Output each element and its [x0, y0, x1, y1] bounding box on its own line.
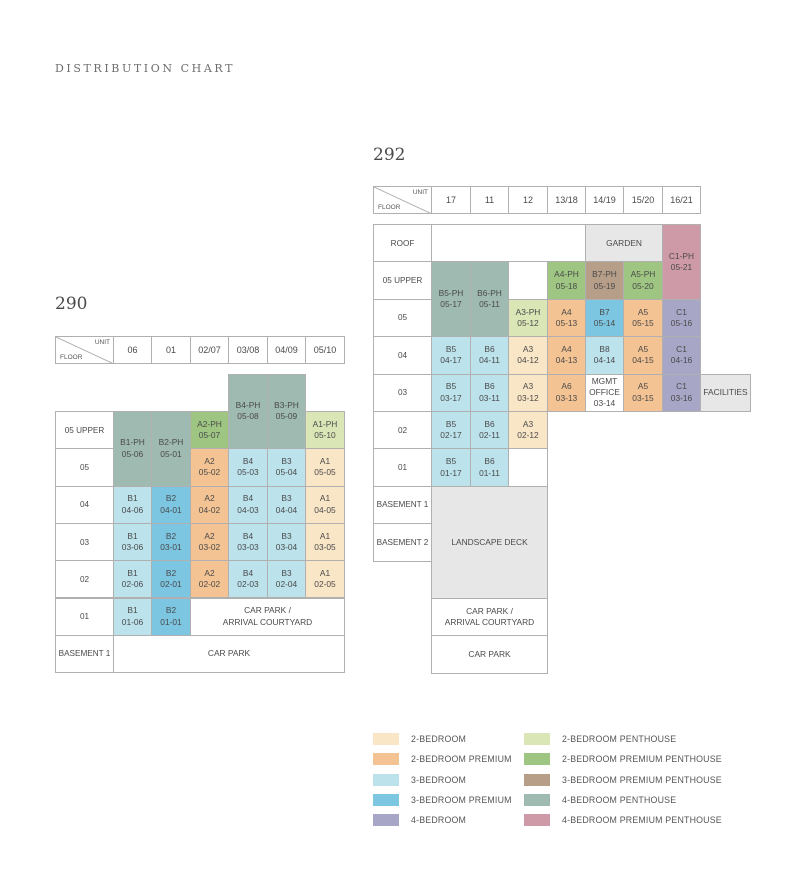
unit-cell	[700, 374, 751, 412]
legend-label: 2-BEDROOM	[411, 734, 467, 744]
unit-cell	[228, 560, 268, 598]
column-label: 02/07	[198, 344, 221, 355]
column-header	[113, 336, 152, 364]
unit-cell	[470, 336, 509, 374]
unit-cell-text: FACILITIES	[703, 387, 748, 398]
column-header	[305, 336, 345, 364]
floor-label-text: 05	[79, 462, 90, 472]
unit-cell-text: 05-10	[314, 430, 336, 441]
legend-item	[524, 814, 722, 826]
unit-cell-text: 05-19	[593, 280, 616, 291]
floor-label-text: BASEMENT 2	[376, 537, 429, 547]
unit-cell-text: 02-12	[517, 430, 539, 441]
unit-cell	[190, 598, 345, 636]
legend-swatch	[524, 794, 550, 806]
unit-cell-text: B4	[242, 456, 254, 467]
unit-cell-text: 01-06	[121, 616, 144, 627]
unit-cell-text: 03-15	[632, 392, 654, 403]
unit-cell	[470, 411, 509, 449]
unit-cell-text: 05-16	[670, 317, 693, 328]
unit-cell-text: A2	[204, 567, 215, 578]
unit-cell-text: 02-17	[440, 430, 462, 441]
unit-cell-text: 05-21	[670, 261, 693, 272]
unit-cell	[113, 486, 152, 524]
unit-cell-text: A4-PH	[554, 269, 579, 280]
unit-cell-text: A3-PH	[515, 306, 541, 317]
unit-cell	[190, 448, 229, 486]
unit-cell-text: 05-02	[198, 467, 221, 478]
unit-cell	[228, 374, 268, 450]
legend-item	[524, 753, 722, 765]
legend-label: 4-BEDROOM PENTHOUSE	[562, 794, 677, 805]
legend-swatch	[373, 794, 399, 806]
unit-cell	[305, 560, 345, 598]
unit-cell-text: B6	[484, 344, 495, 355]
column-label: 16/21	[670, 194, 693, 205]
legend-label: 2-BEDROOM PREMIUM	[411, 754, 512, 765]
column-label: 17	[445, 194, 456, 205]
unit-cell-text: 04-02	[198, 504, 221, 515]
unit-cell-text: B3-PH	[274, 400, 299, 411]
unit-cell-text: A1	[319, 456, 331, 467]
unit-cell-text: B1	[127, 530, 138, 541]
column-header	[585, 186, 624, 214]
floor-label	[373, 486, 432, 524]
page-title: DISTRIBUTION CHART	[55, 62, 236, 75]
unit-cell-text: B1	[127, 493, 138, 504]
unit-cell-text: 03-01	[160, 542, 182, 553]
floor-label-text: 01	[79, 612, 90, 622]
floor-label	[55, 486, 114, 524]
column-label: 04/09	[275, 344, 298, 355]
unit-cell-text: 05-11	[479, 299, 500, 310]
unit-cell-text: CAR PARK	[468, 648, 511, 659]
unit-cell-text: A3	[522, 381, 534, 392]
unit-cell-text: A2	[204, 456, 215, 467]
unit-cell	[151, 598, 191, 636]
unit-cell	[190, 560, 229, 598]
unit-cell-text: B4	[242, 530, 254, 541]
unit-cell	[431, 261, 471, 337]
column-label: 01	[165, 344, 176, 355]
unit-cell-text: A2	[204, 493, 215, 504]
column-label: 12	[522, 194, 533, 205]
floor-label-text: BASEMENT 1	[58, 649, 111, 659]
unit-cell-text: B7-PH	[592, 269, 617, 280]
legend-swatch	[373, 814, 399, 826]
floor-label	[373, 261, 432, 299]
unit-cell-text: 05-03	[237, 467, 259, 478]
unit-cell	[431, 635, 548, 673]
unit-cell	[585, 336, 624, 374]
unit-cell	[585, 299, 624, 337]
column-label: 06	[127, 344, 138, 355]
unit-cell-text: A1	[319, 530, 331, 541]
floor-label	[373, 523, 432, 561]
unit-cell-text: B5	[445, 344, 457, 355]
unit-cell-text: GARDEN	[606, 237, 642, 248]
unit-cell-text: A2-PH	[197, 418, 222, 429]
unit-cell	[190, 411, 229, 449]
floor-label	[373, 224, 432, 262]
unit-cell-text: 03-02	[198, 542, 221, 553]
unit-cell-text: B3	[281, 493, 292, 504]
unit-cell-text: 02-02	[198, 579, 221, 590]
legend-swatch	[373, 753, 399, 765]
unit-cell-text: 02-06	[121, 579, 144, 590]
legend-item	[373, 774, 466, 786]
unit-cell	[113, 560, 152, 598]
floor-label-text: 02	[79, 574, 90, 584]
unit-cell-text: 04-17	[440, 355, 462, 366]
column-header	[431, 186, 471, 214]
unit-cell	[190, 486, 229, 524]
unit-cell	[508, 448, 548, 486]
column-header	[508, 186, 548, 214]
unit-cell-text: 04-16	[670, 355, 693, 366]
floor-label	[55, 560, 114, 598]
unit-cell-text: 04-03	[237, 504, 259, 515]
unit-cell-text: C1	[676, 381, 687, 392]
unit-cell-text: B5	[445, 418, 457, 429]
legend-swatch	[524, 753, 550, 765]
unit-cell-text: 04-13	[555, 355, 578, 366]
unit-cell-text: B6	[484, 456, 495, 467]
unit-cell	[151, 411, 191, 487]
floor-label	[55, 448, 114, 486]
unit-cell	[623, 336, 663, 374]
unit-floor-corner	[55, 336, 114, 364]
unit-cell	[508, 336, 548, 374]
floor-label-text: 03	[397, 388, 408, 398]
unit-cell-text: B4-PH	[235, 400, 261, 411]
unit-cell-text: 05-05	[314, 467, 336, 478]
unit-cell	[305, 523, 345, 561]
unit-cell-text: OFFICE	[589, 387, 620, 398]
unit-cell-text: B2	[165, 567, 177, 578]
unit-cell	[431, 598, 548, 636]
column-label: 05/10	[313, 344, 337, 355]
legend-swatch	[373, 774, 399, 786]
unit-cell-text: B2	[165, 493, 177, 504]
unit-cell-text: B8	[599, 344, 610, 355]
column-header	[267, 336, 306, 364]
unit-cell	[228, 523, 268, 561]
unit-cell-text: 04-05	[314, 504, 336, 515]
unit-cell-text: 05-20	[632, 280, 654, 291]
unit-cell	[508, 299, 548, 337]
unit-cell-text: 03-12	[517, 392, 539, 403]
floor-label-text: 05 UPPER	[64, 425, 105, 435]
unit-cell-text: B6	[484, 418, 495, 429]
unit-cell-text: A5	[637, 381, 649, 392]
corner-unit-label: UNIT	[412, 189, 428, 196]
unit-cell-text: B7	[599, 306, 610, 317]
unit-cell-text: B3	[281, 530, 292, 541]
column-header	[623, 186, 663, 214]
unit-cell	[267, 374, 306, 450]
unit-cell-text: C1	[676, 306, 687, 317]
unit-cell-text: 05-04	[275, 467, 298, 478]
unit-cell-text: B3	[281, 456, 292, 467]
legend-swatch	[524, 733, 550, 745]
unit-cell	[267, 523, 306, 561]
unit-cell	[623, 299, 663, 337]
legend-label: 4-BEDROOM PREMIUM PENTHOUSE	[562, 815, 722, 826]
unit-cell	[585, 261, 624, 299]
unit-cell	[267, 486, 306, 524]
unit-cell	[305, 411, 345, 449]
unit-cell-text: B6	[484, 381, 495, 392]
legend-swatch	[524, 774, 550, 786]
legend-swatch	[373, 733, 399, 745]
floor-label	[55, 635, 114, 673]
unit-cell-text: 04-01	[160, 504, 182, 515]
unit-cell-text: B2	[165, 605, 177, 616]
unit-cell-text: A3	[522, 418, 534, 429]
unit-cell-text: 05-01	[160, 448, 182, 459]
unit-cell	[662, 374, 701, 412]
legend-label: 2-BEDROOM PENTHOUSE	[562, 734, 677, 744]
unit-cell	[431, 336, 471, 374]
unit-cell-text: 02-03	[237, 579, 259, 590]
unit-cell	[431, 411, 471, 449]
unit-cell-text: A4	[561, 306, 572, 317]
unit-cell	[508, 411, 548, 449]
unit-cell	[113, 411, 152, 487]
unit-cell-text: 01-17	[440, 467, 462, 478]
unit-cell-text: MGMT	[591, 375, 618, 386]
unit-cell	[113, 523, 152, 561]
legend-label: 3-BEDROOM PREMIUM PENTHOUSE	[562, 774, 722, 785]
floor-label-text: 05 UPPER	[382, 276, 423, 286]
unit-cell	[547, 336, 586, 374]
legend-item	[373, 794, 512, 806]
unit-cell-text: 03-11	[479, 392, 500, 403]
unit-cell	[470, 374, 509, 412]
unit-cell-text: 04-06	[121, 504, 144, 515]
unit-cell-text: 04-14	[593, 355, 616, 366]
unit-cell	[585, 224, 663, 262]
unit-cell	[305, 448, 345, 486]
unit-cell-text: 05-09	[275, 411, 298, 422]
floor-label-text: 04	[79, 500, 90, 510]
unit-cell	[431, 374, 471, 412]
legend-item	[524, 794, 676, 806]
unit-cell	[305, 486, 345, 524]
unit-cell	[228, 486, 268, 524]
unit-cell-text: B3	[281, 567, 292, 578]
unit-cell-text: B5-PH	[438, 287, 464, 298]
unit-cell-text: 05-06	[121, 448, 144, 459]
unit-cell-text: 03-03	[237, 542, 259, 553]
floor-label-text: 01	[397, 463, 408, 473]
unit-cell-text: A1	[319, 493, 331, 504]
unit-cell-text: B1-PH	[120, 437, 145, 448]
unit-cell	[508, 374, 548, 412]
unit-cell-text: A5	[637, 306, 649, 317]
unit-cell-text: 03-16	[670, 392, 693, 403]
floor-label-text: 05	[397, 313, 408, 323]
unit-cell-text: B4	[242, 493, 254, 504]
legend-item	[373, 814, 466, 826]
unit-cell-text: 05-12	[517, 317, 539, 328]
unit-cell	[431, 448, 471, 486]
floor-label	[55, 523, 114, 561]
unit-cell-text: 02-05	[314, 579, 336, 590]
unit-cell-text: 03-05	[314, 542, 336, 553]
unit-cell	[585, 374, 624, 412]
unit-cell	[547, 299, 586, 337]
floor-label	[373, 336, 432, 374]
legend-item	[373, 753, 512, 765]
unit-cell	[547, 374, 586, 412]
legend-label: 3-BEDROOM PREMIUM	[411, 794, 512, 805]
unit-cell-text: 02-11	[479, 430, 500, 441]
unit-cell-text: 04-12	[517, 355, 539, 366]
column-header	[190, 336, 229, 364]
unit-cell	[431, 224, 586, 262]
column-header	[228, 336, 268, 364]
unit-cell-text: B2	[165, 530, 177, 541]
unit-cell-text: 03-13	[555, 392, 578, 403]
unit-cell-text: CAR PARK /	[244, 605, 291, 616]
unit-cell	[662, 299, 701, 337]
unit-cell	[623, 261, 663, 299]
unit-cell-text: 05-14	[593, 317, 616, 328]
column-header	[470, 186, 509, 214]
legend-item	[373, 733, 466, 745]
unit-cell-text: A3	[522, 344, 534, 355]
floor-label	[373, 448, 432, 486]
unit-cell-text: B2-PH	[158, 437, 184, 448]
unit-cell-text: B6-PH	[477, 287, 502, 298]
unit-cell	[151, 486, 191, 524]
unit-cell-text: 03-06	[121, 542, 144, 553]
unit-cell-text: 05-07	[198, 430, 221, 441]
unit-cell-text: A2	[204, 530, 215, 541]
unit-cell-text: B4	[242, 567, 254, 578]
unit-cell	[151, 560, 191, 598]
unit-cell	[431, 486, 548, 599]
unit-cell	[190, 523, 229, 561]
unit-cell-text: ARRIVAL COURTYARD	[444, 617, 535, 628]
unit-cell	[662, 224, 701, 300]
unit-cell-text: 05-13	[555, 317, 578, 328]
legend-label: 3-BEDROOM	[411, 774, 467, 785]
unit-cell-text: CAR PARK /	[466, 605, 513, 616]
unit-cell-text: 05-18	[555, 280, 578, 291]
unit-cell-text: 02-01	[160, 579, 182, 590]
unit-cell-text: C1-PH	[668, 250, 695, 261]
unit-cell	[113, 598, 152, 636]
unit-cell-text: LANDSCAPE DECK	[451, 536, 528, 547]
unit-cell	[662, 336, 701, 374]
corner-floor-label: FLOOR	[378, 204, 401, 211]
legend-swatch	[524, 814, 550, 826]
corner-unit-label: UNIT	[94, 339, 110, 346]
unit-cell-text: 03-17	[440, 392, 462, 403]
unit-cell	[470, 261, 509, 337]
floor-label-text: 02	[397, 425, 408, 435]
unit-cell	[623, 374, 663, 412]
floor-label	[373, 299, 432, 337]
legend-item	[524, 774, 722, 786]
unit-cell-text: B5	[445, 456, 457, 467]
unit-cell-text: 05-17	[440, 299, 462, 310]
unit-cell-text: A5	[637, 344, 649, 355]
column-label: 13/18	[555, 194, 578, 205]
unit-cell	[547, 261, 586, 299]
unit-cell-text: A6	[561, 381, 572, 392]
floor-label-text: ROOF	[390, 238, 415, 248]
unit-cell-text: 04-11	[479, 355, 500, 366]
column-label: 15/20	[631, 194, 655, 205]
floor-label	[55, 411, 114, 449]
unit-cell-text: 04-04	[275, 504, 298, 515]
unit-cell-text: 02-04	[275, 579, 298, 590]
unit-cell-text: B5	[445, 381, 457, 392]
unit-cell	[267, 448, 306, 486]
corner-floor-label: FLOOR	[60, 354, 83, 361]
unit-cell-text: 03-14	[593, 398, 616, 409]
unit-cell-text: 01-11	[479, 467, 500, 478]
unit-cell	[151, 523, 191, 561]
column-header	[662, 186, 701, 214]
legend-label: 2-BEDROOM PREMIUM PENTHOUSE	[562, 754, 722, 765]
unit-cell-text: 01-01	[160, 616, 182, 627]
unit-cell	[228, 448, 268, 486]
column-label: 11	[484, 194, 495, 205]
unit-cell-text: 04-15	[632, 355, 654, 366]
unit-floor-corner	[373, 186, 432, 214]
unit-cell-text: ARRIVAL COURTYARD	[222, 616, 313, 627]
building-290-title: 290	[55, 294, 88, 314]
unit-cell-text: 03-04	[275, 542, 298, 553]
unit-cell-text: A5-PH	[630, 269, 656, 280]
unit-cell-text: B1	[127, 567, 138, 578]
building-292-title: 292	[373, 145, 406, 165]
unit-cell-text: A1-PH	[312, 418, 338, 429]
unit-cell-text: 05-08	[237, 411, 259, 422]
column-header	[151, 336, 191, 364]
legend-label: 4-BEDROOM	[411, 815, 467, 826]
unit-cell-text: 05-15	[632, 317, 654, 328]
unit-cell-text: A1	[319, 567, 331, 578]
unit-cell-text: A4	[561, 344, 572, 355]
unit-cell-text: C1	[676, 344, 687, 355]
column-label: 14/19	[593, 194, 616, 205]
floor-label-text: 03	[79, 537, 90, 547]
unit-cell-text: B1	[127, 605, 138, 616]
floor-label	[373, 374, 432, 412]
column-header	[547, 186, 586, 214]
unit-cell	[470, 448, 509, 486]
floor-label-text: 04	[397, 350, 408, 360]
unit-cell	[113, 635, 345, 673]
unit-cell-text: CAR PARK	[207, 648, 251, 659]
column-label: 03/08	[236, 344, 260, 355]
legend-item	[524, 733, 676, 745]
floor-label	[55, 598, 114, 636]
unit-cell	[267, 560, 306, 598]
floor-label-text: BASEMENT 1	[376, 500, 429, 510]
floor-label	[373, 411, 432, 449]
